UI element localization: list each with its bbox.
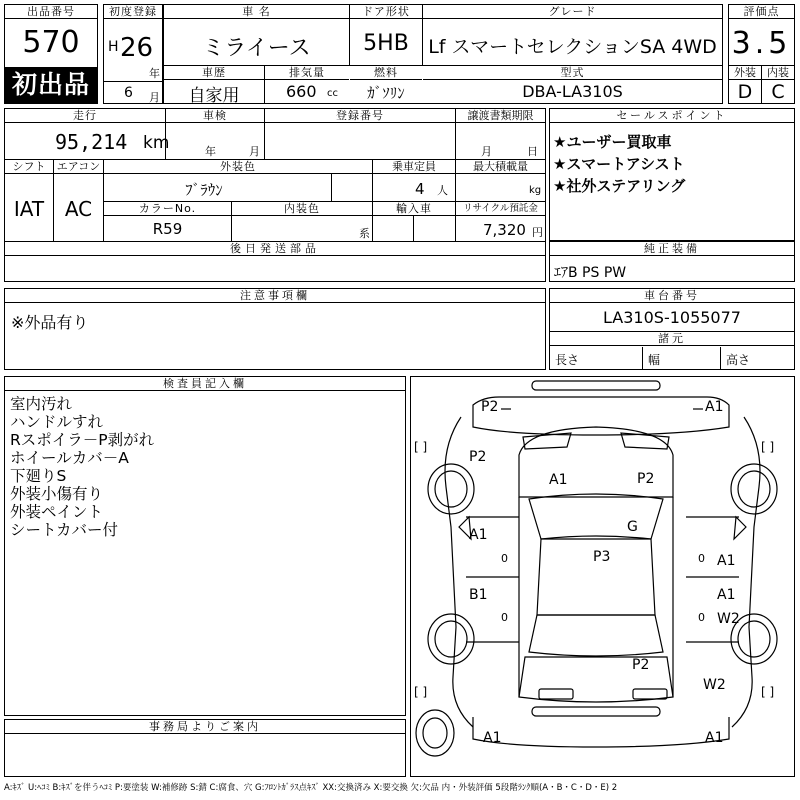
exterior-label: 外装 [729, 66, 761, 80]
inspection-month-unit: 月 [249, 145, 260, 158]
lot-number-box [4, 4, 98, 104]
damage-diagram [410, 376, 795, 777]
lot-number: 570 [22, 25, 80, 60]
mark-right-rear-door-repair: W2 [717, 611, 740, 627]
mark-left-front-door: A1 [469, 527, 488, 543]
max-load-unit: kg [529, 185, 542, 196]
notes-box [4, 288, 546, 370]
registration-month: 6 [124, 85, 133, 101]
shift-label: シフト [5, 160, 53, 174]
mileage: 95,214 [55, 130, 128, 154]
import-label: 輸入車 [373, 202, 455, 216]
door-zero: 0 [698, 611, 705, 624]
year-unit: 年 [149, 67, 160, 80]
sales-point-item: ★社外ステアリング [553, 177, 686, 195]
score-label: 評価点 [729, 5, 794, 19]
vehicle-info-box [163, 4, 723, 104]
bracket-right-front: [ ] [761, 440, 775, 454]
notes-label: 注意事項欄 [5, 289, 545, 303]
interior-label: 内装 [762, 66, 794, 80]
equipment-label: 純正装備 [550, 242, 794, 256]
inspector-line: 外装ペイント [10, 503, 104, 521]
mark-rear-left: A1 [483, 730, 502, 746]
mark-left-rear-door: B1 [469, 587, 488, 603]
color-number: R59 [152, 220, 183, 238]
mark-hood-right: P2 [637, 471, 655, 487]
equipment-box [549, 241, 795, 282]
bracket-left-front: [ ] [414, 440, 428, 454]
mark-tailgate: P2 [632, 657, 650, 673]
recycle-fee-label: リサイクル預託金 [456, 202, 545, 216]
lot-number-label: 出品番号 [5, 5, 97, 19]
exterior-color-label: 外装色 [104, 160, 372, 174]
transfer-day-unit: 日 [527, 145, 538, 158]
bracket-left-rear: [ ] [414, 685, 428, 699]
bracket-right-rear: [ ] [761, 685, 775, 699]
history-label: 車歴 [164, 66, 264, 80]
mark-windshield: G [627, 519, 638, 535]
transfer-month-unit: 月 [481, 145, 492, 158]
first-registration-box [103, 4, 163, 104]
registration-number-label: 登録番号 [265, 109, 455, 123]
color-number-label: カラーNo. [104, 202, 231, 216]
mark-right-front-door: A1 [717, 553, 736, 569]
grade: Lf スマートセレクションSA 4WD [428, 36, 717, 58]
mark-front-right: A1 [705, 399, 724, 415]
door-zero: 0 [501, 552, 508, 565]
score-box [728, 4, 795, 104]
interior-grade: C [771, 81, 785, 103]
inspector-line: 外装小傷有り [10, 485, 104, 503]
equipment-value: ｴｱB PS PW [554, 265, 627, 281]
door-zero: 0 [698, 552, 705, 565]
exterior-grade: D [737, 81, 753, 103]
transfer-deadline-label: 譲渡書類期限 [456, 109, 545, 123]
car-name: ミライース [202, 36, 311, 61]
max-load-label: 最大積載量 [456, 160, 545, 174]
exterior-color: ﾌﾞﾗｳﾝ [185, 181, 223, 199]
fuel-label: 燃料 [350, 66, 422, 80]
door-label: ドア形状 [350, 5, 422, 19]
chassis-number: LA310S-1055077 [603, 308, 741, 327]
registration-year: 26 [120, 33, 154, 63]
mark-rear-right: A1 [705, 730, 724, 746]
aircon: AC [64, 197, 93, 221]
detail-box [4, 108, 546, 282]
inspector-line: Rスポイラ－P剥がれ [10, 431, 155, 449]
model-code: DBA-LA310S [522, 82, 623, 101]
capacity-unit: 人 [437, 184, 448, 197]
mileage-unit: km [143, 133, 170, 153]
month-unit: 月 [149, 91, 160, 104]
first-listing-badge: 初出品 [5, 67, 97, 103]
inspector-line: ハンドルすれ [10, 413, 104, 431]
mark-right-quarter: W2 [703, 677, 726, 693]
length-label: 長さ [555, 353, 580, 367]
door-zero: 0 [501, 611, 508, 624]
shift: IAT [13, 197, 45, 221]
inspector-label: 検査員記入欄 [5, 377, 405, 391]
car-outline [411, 377, 794, 776]
car-name-label: 車 名 [164, 5, 349, 19]
mileage-label: 走行 [5, 109, 165, 123]
fuel: ｶﾞｿﾘﾝ [367, 84, 405, 102]
sales-points-label: セールスポイント [550, 109, 794, 123]
sales-points-box [549, 108, 795, 241]
mark-front-left: P2 [481, 399, 499, 415]
aircon-label: エアコン [54, 160, 103, 174]
sales-point-item: ★スマートアシスト [553, 155, 685, 173]
history: 自家用 [188, 86, 240, 106]
later-parts-label: 後日発送部品 [5, 242, 545, 256]
inspector-box [4, 376, 406, 716]
inspection-label: 車検 [166, 109, 264, 123]
chassis-box [549, 288, 795, 370]
legend: A:ｷｽﾞ U:ﾍｺﾐ B:ｷｽﾞを伴うﾍｺﾐ P:要塗装 W:補修跡 S:錆 C:腐食、穴 G:ﾌﾛﾝﾄｶﾞﾗｽ点ｷｽﾞ XX:交換済み X:要交換 欠:欠品 内・外装評価 5段階ﾗﾝｸ順(A・B・C・D・E) 2 [4, 783, 618, 793]
interior-color-label: 内装色 [232, 202, 372, 216]
sales-point-item: ★ユーザー買取車 [553, 133, 672, 151]
displacement-label: 排気量 [265, 66, 349, 80]
inspector-line: ホイールカバ－A [10, 449, 129, 467]
mark-roof: P3 [593, 549, 611, 565]
inspection-year-unit: 年 [205, 145, 216, 158]
recycle-fee-unit: 円 [532, 226, 543, 239]
inspector-line: シートカバー付 [10, 521, 119, 539]
recycle-fee: 7,320 [483, 221, 526, 239]
grade-label: グレード [423, 5, 722, 19]
capacity: 4 [415, 180, 425, 198]
inspector-line: 下廻りS [10, 467, 67, 485]
capacity-label: 乗車定員 [373, 160, 455, 174]
era: H [108, 39, 119, 55]
interior-color-unit: 系 [359, 227, 370, 240]
displacement: 660 [286, 82, 317, 101]
height-label: 高さ [726, 353, 751, 367]
notes-value: ※外品有り [11, 313, 89, 332]
first-registration-label: 初度登録 [104, 5, 162, 19]
inspector-line: 室内汚れ [10, 395, 73, 413]
office-box [4, 719, 406, 777]
model-label: 型式 [423, 66, 722, 80]
width-label: 幅 [648, 353, 661, 367]
score: 3.5 [731, 26, 792, 61]
mark-right-rear-door: A1 [717, 587, 736, 603]
chassis-number-label: 車台番号 [550, 289, 794, 303]
specs-label: 諸元 [550, 332, 794, 346]
mark-hood-left: A1 [549, 472, 568, 488]
office-label: 事務局よりご案内 [5, 720, 405, 734]
displacement-unit: cc [327, 88, 338, 99]
door-type: 5HB [363, 31, 409, 56]
mark-left-fender: P2 [469, 449, 487, 465]
